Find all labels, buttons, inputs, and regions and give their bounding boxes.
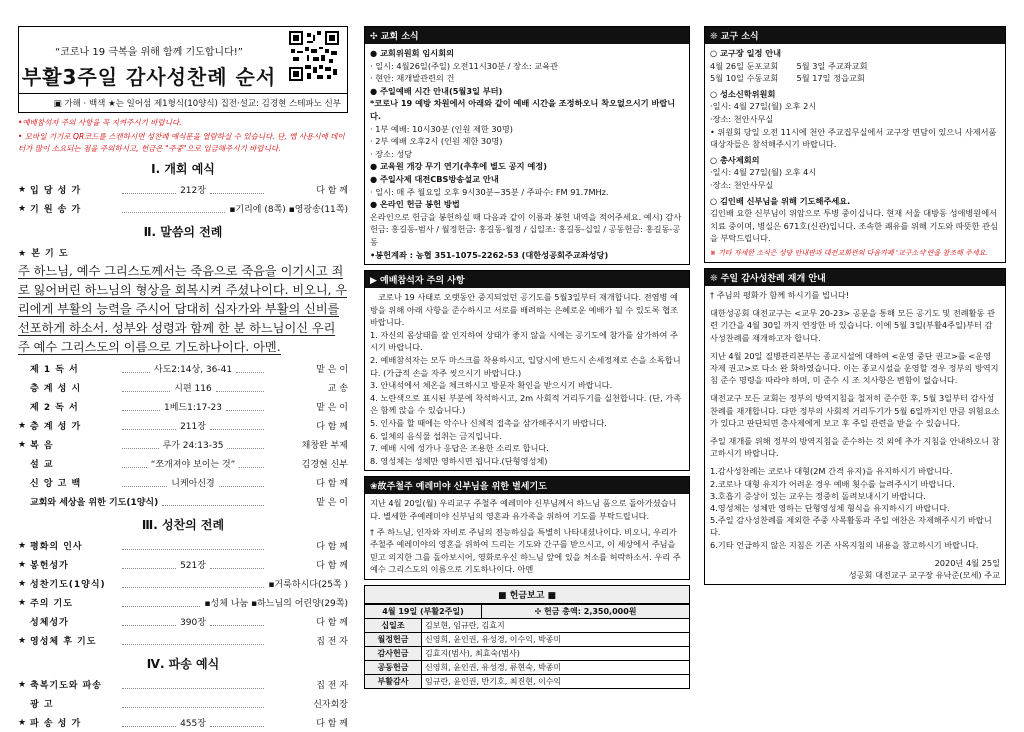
opening-value: ▪기리에 (8쪽) ▪영광송(11쪽) <box>229 205 348 215</box>
eucharist-row <box>18 631 348 650</box>
caution-item: 8. 영성체는 성체만 영하시면 됩니다.(단형영성체) <box>370 455 548 466</box>
section-eucharist: Ⅲ. 성찬의 전례 <box>141 518 225 532</box>
eucharist-mark: ★ <box>18 540 27 551</box>
section-sending: Ⅳ. 파송 예식 <box>146 657 220 671</box>
word-label: 복 음 <box>30 441 54 451</box>
memorial-body <box>365 494 689 579</box>
pilgrim-line-2: ·장소: 천안사무실 <box>710 113 774 124</box>
opening-mark: ★ <box>18 184 27 195</box>
eucharist-dots <box>122 617 176 626</box>
qr-code-icon[interactable] <box>289 31 339 81</box>
resume-item: 6.기타 언급하지 않은 지침은 기존 사목지침의 내용을 참고하시기 바랍니다. <box>710 539 979 550</box>
visit-title: ○ 교구장 일정 안내 <box>710 48 782 58</box>
attendee-note: •예배참석자 주의 사항을 꼭 지켜주시기 바랍니다. <box>18 118 182 127</box>
church-news-line: · 1부 예배: 10시30분 (인원 제한 30명) <box>370 123 513 134</box>
caution-item: 3. 안내석에서 체온을 체크하시고 방문자 확인을 받으시기 바랍니다. <box>370 380 613 391</box>
church-news-line: · 일시: 매 주 월요일 오후 9시30분~35분 / 주파수: FM 91.7MHz. <box>370 186 609 197</box>
word-row <box>18 454 348 473</box>
sending-dots <box>122 699 264 708</box>
eucharist-label: 영성체 후 기도 <box>30 637 97 647</box>
eucharist-row <box>18 612 348 631</box>
resume-item: 1.감사성찬례는 코로나 대형(2M 간격 유지)을 유지하시기 바랍니다. <box>710 466 953 477</box>
report-names: 김효지(범사), 최효숙(범사) <box>422 646 690 660</box>
pilgrim-line-3: • 위원회 당일 오전 11시에 천안 주교집무실에서 교구장 면담이 있으니 사제서품대상자들은 참석해주시기 바랍니다. <box>710 126 997 150</box>
eucharist-value: ▪거룩하시다(25쪽 ) <box>268 580 348 590</box>
caution-intro: 코로나 19 사태로 오랫동안 중지되었던 공기도를 5월3일부터 재개합니다. 전염병 예방을 위해 아래 사항을 준수하시고 서로를 배려하는 은혜로운 예배가 될 수 있도록 협조바랍니다. <box>370 292 679 328</box>
word-dots <box>162 497 264 506</box>
sending-role: 신자회장 <box>313 700 348 710</box>
word-role: 다 함 께 <box>316 422 348 432</box>
page-title: 부활3주일 감사성찬례 순서 <box>21 65 277 89</box>
caution-body <box>365 288 689 470</box>
word-role: 맡 은 이 <box>316 403 348 413</box>
report-names: 신영희, 윤인권, 유성경, 류현숙, 박종미 <box>422 660 690 674</box>
report-total-value: 2,350,000원 <box>583 606 637 616</box>
eucharist-mark: ★ <box>18 597 27 608</box>
eucharist-row <box>18 574 348 593</box>
section-word: Ⅱ. 말씀의 전례 <box>143 225 223 239</box>
caution-item: 6. 일체의 음식물 섭취는 금지입니다. <box>370 430 502 441</box>
sending-list <box>18 675 348 732</box>
eucharist-label: 주의 기도 <box>30 599 73 609</box>
header-box <box>18 26 348 94</box>
eucharist-row <box>18 555 348 574</box>
diocese-column <box>704 26 1006 585</box>
diocese-footnote: ※ 기타 자세한 소식은 성당 안내판과 대전교회관의 다음카페 '교구소식'란을 참조해 주세요. <box>710 248 988 257</box>
word-value: 시편 116 <box>174 384 212 394</box>
resume-p1: 대한성공회 대전교구는 <교무 20-23> 공문을 통해 모든 공기도 및 전례활동 관련 기간을 4월 30일 까지 연장한 바 있습니다. 이에 5월 3일(부활4주일)부터 감사성찬례를 재개하고자 합니다. <box>710 308 995 343</box>
word-value: 사도2:14상, 36-41 <box>153 365 233 375</box>
word-role: 채창완 부제 <box>301 441 349 451</box>
word-value: “쪼개져야 보이는 것” <box>150 460 236 470</box>
church-news-line: · 2부 예배 오후2시 (인원 제한 30명) <box>370 136 503 147</box>
word-label: 설 교 <box>30 460 54 470</box>
eucharist-list <box>18 536 348 650</box>
report-date: 4월 19일 (부활2주일) <box>365 604 482 618</box>
report-rows <box>365 618 690 688</box>
report-row <box>365 618 690 632</box>
collect-prayer <box>18 262 348 357</box>
collect-text: 주 하느님, 예수 그리스도께서는 죽음으로 죽음을 이기시고 죄로 잃어버린 하느님의 형상을 회복시켜 주셨나이다. 비오니, 우리에게 부활의 능력을 주시어 담대히 십자가와 부활의 신비를 선포하게 하소서. 성부와 성령과 함께 한 분 하느님이신 우리 주 예수 그리스도의 이름으로 기도하나이다. 아멘. <box>18 264 348 354</box>
pray-text: 김인배 요한 신부님이 위암으로 투병 중이십니다. 현재 서울 대방동 성애병원에서 치료 중이며, 병실은 671호(신관)입니다. 조속한 쾌유를 위해 기도와 따뜻한 관심을 부탁드립니다. <box>710 208 998 244</box>
pilgrim-title: ○ 성소신학위원회 <box>710 88 776 99</box>
board-line-1: ·일시: 4월 27일(월) 오후 4시 <box>710 167 817 178</box>
word-list <box>18 359 348 511</box>
eucharist-label: 봉헌성가 <box>30 561 69 571</box>
sending-row <box>18 694 348 713</box>
word-row <box>18 397 348 416</box>
resume-item: 2.코로나 대형 유지가 어려운 경우 예배 횟수를 늘려주시기 바랍니다. <box>710 478 955 489</box>
resume-box <box>704 268 1006 585</box>
sending-label: 파 송 성 가 <box>30 719 82 729</box>
resume-list <box>710 465 1000 550</box>
word-mark: ★ <box>18 439 27 450</box>
eucharist-role: 집 전 자 <box>316 637 348 647</box>
opening-label: 입 당 성 가 <box>30 186 82 196</box>
offering-report <box>364 585 690 689</box>
word-role: 맡 은 이 <box>316 365 349 375</box>
resume-item: 3.호흡기 증상이 있는 교우는 정중히 돌려보내시기 바랍니다. <box>710 490 926 501</box>
sending-dots <box>122 680 264 689</box>
pilgrim-line-1: ·일시: 4월 27일(월) 오후 2시 <box>710 101 817 112</box>
news-column <box>364 26 690 689</box>
report-row <box>365 646 690 660</box>
eucharist-dots <box>210 617 264 626</box>
eucharist-mark: ★ <box>18 559 27 570</box>
opening-dots <box>122 204 225 213</box>
eucharist-mark: ★ <box>18 578 27 589</box>
report-key: 감사헌금 <box>365 646 422 660</box>
eucharist-row <box>18 536 348 555</box>
church-news-title: ✣ 교회 소식 <box>365 27 689 44</box>
word-row <box>18 416 348 435</box>
report-key: 십일조 <box>365 618 422 632</box>
church-news-line: ● 온라인 헌금 봉헌 방법 <box>370 199 460 210</box>
memorial-box <box>364 476 690 580</box>
memorial-text: 지난 4월 20일(월) 우리교구 주철주 예레미야 신부님께서 하느님 품으로 돌아가셨습니다. 별세한 주예레미야 신부님의 영혼과 유가족을 위하여 기도를 부탁드립니다. <box>370 498 677 521</box>
word-label: 제 2 독 서 <box>30 403 79 413</box>
report-row <box>365 632 690 646</box>
collect-label-row <box>18 243 348 262</box>
report-row <box>365 660 690 674</box>
resume-item: 5.주일 감사성찬례를 제외한 주중 사목활동과 주일 애찬은 자제해주시기 바랍니다. <box>710 515 992 538</box>
order-of-service-column <box>18 26 348 732</box>
eucharist-role: 다 함 께 <box>316 542 348 552</box>
caution-box <box>364 270 690 471</box>
opening-value: 212장 <box>180 186 206 196</box>
report-names: 임규란, 윤인권, 반기호, 최진현, 이수익 <box>422 674 690 688</box>
word-dots <box>122 383 170 392</box>
eucharist-dots <box>122 636 264 645</box>
eucharist-label: 평화의 인사 <box>30 542 83 552</box>
sending-mark: ★ <box>18 679 27 690</box>
eucharist-role: 다 함 께 <box>316 561 348 571</box>
sending-value: 455장 <box>180 719 206 729</box>
service-info-bar: ▣ 가해 · 백색 ★는 일어섬 제1형식(10양식) 집전·설교: 김경현 스테파노 신부 <box>18 94 348 113</box>
word-dots <box>210 421 264 430</box>
eucharist-value: 521장 <box>180 561 206 571</box>
opening-list <box>18 180 348 218</box>
word-row <box>18 492 348 511</box>
caution-item: 4. 노란색으로 표시된 부분에 착석하시고, 2m 사회적 거리두기를 실천합니다. (단, 가족은 함께 앉을 수 있습니다.) <box>370 392 682 416</box>
word-row <box>18 473 348 492</box>
resume-signer: 성공회 대전교구 교구장 유낙준(모세) 주교 <box>848 569 1000 580</box>
church-news-line: •봉헌계좌 : 농협 351-1075-2262-53 (대한성공회주교좌성당) <box>370 249 609 260</box>
pray-title: ○ 김인배 신부님을 위해 기도해주세요. <box>710 195 851 206</box>
word-value: 니케아신경 <box>171 479 215 489</box>
word-dots <box>122 478 167 487</box>
report-key: 공동헌금 <box>365 660 422 674</box>
eucharist-label: 성찬기도(1양식) <box>30 580 106 590</box>
word-dots <box>219 478 264 487</box>
resume-body <box>705 286 1005 584</box>
caution-title: ▶ 예배참석자 주의 사항 <box>365 271 689 288</box>
word-mark: ★ <box>18 420 27 431</box>
diocese-body <box>705 44 1005 262</box>
eucharist-value: ▪성체 나눔 ▪하느님의 어린양(29쪽) <box>204 599 348 609</box>
opening-label: 기 원 송 가 <box>30 205 82 215</box>
word-label: 층 계 성 가 <box>30 422 82 432</box>
word-role: 맡 은 이 <box>316 498 348 508</box>
word-value: 루가 24:13-35 <box>162 441 224 451</box>
report-names: 신영희, 윤인권, 유성경, 이수익, 박종미 <box>422 632 690 646</box>
report-key: 월정헌금 <box>365 632 422 646</box>
church-news-box <box>364 26 690 265</box>
collect-label: ★ 본 기 도 <box>18 249 69 259</box>
resume-p2: 지난 4월 20일 질병관리본부는 종교시설에 대하여 <운영 중단 권고>를 <운영 자제 권고>로 다소 완 화하였습니다. 이는 종교시설을 운영할 경우 정부의 방역지침 준수 명령을 따라야 하며, 미 준수 시 조 치사항은 변함이 없습니다. <box>710 350 999 386</box>
opening-mark: ★ <box>18 203 27 214</box>
opening-row <box>18 180 348 199</box>
sending-row <box>18 675 348 694</box>
word-dots <box>122 402 160 411</box>
resume-title: ❊ 주일 감사성찬례 재개 안내 <box>705 269 1005 286</box>
caution-item: 1. 자신의 몸상태를 잘 인지하여 상태가 좋지 않을 시에는 공기도에 참가를 삼가하여 주시기 바랍니다. <box>370 329 678 353</box>
eucharist-dots <box>122 541 264 550</box>
word-row <box>18 378 348 397</box>
caution-item: 7. 예배 시에 성가나 응답은 조용한 소리로 합니다. <box>370 443 549 454</box>
word-label: 층 계 성 시 <box>30 384 82 394</box>
opening-row <box>18 199 348 218</box>
church-news-line: *코로나 19 예방 차원에서 아래와 같이 예배 시간을 조정하오니 착오없으시기 바랍니다. <box>370 98 676 121</box>
resume-p4: 주일 재개를 위해 정부의 방역지침을 준수하는 것 외에 추가 지침을 안내하오니 참고하시기 바랍니다. <box>710 435 1000 459</box>
sending-label: 축복기도와 파송 <box>30 681 102 691</box>
word-dots <box>122 459 147 468</box>
word-dots <box>236 364 264 373</box>
memorial-title: ❀故주철주 예레미야 신부님을 위한 별세기도 <box>365 477 689 494</box>
word-value: 211장 <box>180 422 206 432</box>
resume-date: 2020년 4월 25일 <box>934 557 1000 568</box>
church-news-line: · 일시: 4월26일(주일) 오전11시30분 / 장소: 교육관 <box>370 60 558 71</box>
report-names: 김보현, 임규란, 김효지 <box>422 618 690 632</box>
word-role: 다 함 께 <box>316 479 349 489</box>
eucharist-dots <box>122 598 200 607</box>
church-news-line: ● 교육원 개강 무기 연기(추후에 별도 공지 예정) <box>370 161 547 172</box>
report-total <box>482 604 690 618</box>
sending-row <box>18 713 348 732</box>
report-title: ■ 헌금보고 ■ <box>364 585 690 604</box>
eucharist-value: 390장 <box>180 618 206 628</box>
visit-line-2: 5월 10일 수동교회 5월 17일 정읍교회 <box>710 73 865 84</box>
board-title: ○ 총사제회의 <box>710 154 760 165</box>
word-dots <box>122 421 176 430</box>
report-row <box>365 674 690 688</box>
visit-line-1: 4월 26일 둔포교회 5월 3일 주교좌교회 <box>710 60 868 71</box>
qr-note: • 모바일 기기로 QR코드를 스캔하시면 성찬례 예식문을 열람하실 수 있습니다. 단, 앱 사용시에 데이터가 많이 소요되는 점을 주의하시고, 헌금은 "주중"으로 입금해주시기 바랍니다. <box>18 132 345 153</box>
church-news-line: ● 주일예배 시간 안내(5월3일 부터) <box>370 85 503 96</box>
eucharist-role: 다 함 께 <box>316 618 348 628</box>
church-news-line: ● 교회위원회 임시회의 <box>370 48 455 58</box>
sending-role: 다 함 께 <box>316 719 348 729</box>
word-value: 1베드1:17-23 <box>163 403 223 413</box>
church-news-line: · 현안: 재개발관련의 건 <box>370 73 455 84</box>
caution-items <box>370 329 684 468</box>
eucharist-mark: ★ <box>18 635 27 646</box>
resume-greeting: † 주님의 평화가 함께 하시기를 빕니다! <box>710 289 850 300</box>
eucharist-label: 성체성가 <box>30 618 69 628</box>
eucharist-dots <box>122 579 264 588</box>
word-row <box>18 359 348 378</box>
sending-role: 집 전 자 <box>316 681 348 691</box>
church-news-body <box>365 44 689 264</box>
word-dots <box>122 440 159 449</box>
report-total-label: ✣ 헌금 총액: <box>534 606 581 616</box>
slogan: “코로나 19 극복을 위해 함께 기도합니다!” <box>55 47 243 58</box>
board-line-2: ·장소: 천안사무실 <box>710 179 774 190</box>
eucharist-dots <box>210 560 264 569</box>
eucharist-dots <box>122 560 176 569</box>
church-news-line: ● 주일사제 대전CBS방송설교 안내 <box>370 173 499 184</box>
caution-item: 5. 인사를 할 때에는 악수나 신체적 접촉을 삼가해주시기 바랍니다. <box>370 418 607 429</box>
resume-item: 4.영성체는 성체만 영하는 단형영성체 형식을 유지하시기 바랍니다. <box>710 502 950 513</box>
diocese-news-box <box>704 26 1006 263</box>
opening-dots <box>210 185 264 194</box>
section-opening: Ⅰ. 개회 예식 <box>151 162 215 176</box>
eucharist-row <box>18 593 348 612</box>
word-row <box>18 435 348 454</box>
word-dots <box>227 440 264 449</box>
opening-dots <box>122 185 176 194</box>
church-news-line: 온라인으로 헌금을 봉헌하실 때 다음과 같이 이름과 봉헌 내역을 적어주세요. 예시) 감사헌금: 홍길동-범사 / 월정헌금: 홍길동-월정 / 십일조: 홍길동-십일 / 공동헌금: 홍길동-공동 <box>370 211 682 247</box>
word-dots <box>226 402 264 411</box>
diocese-title: ❊ 교구 소식 <box>705 27 1005 44</box>
word-role: 김경현 신부 <box>301 460 349 470</box>
sending-mark: ★ <box>18 717 27 728</box>
word-label: 신 앙 고 백 <box>30 479 82 489</box>
word-label: 교회와 세상을 위한 기도(1양식) <box>30 498 159 508</box>
resume-p3: 대전교구 모든 교회는 정부의 방역지침을 철저히 준수한 후, 5월 3일부터 감사성찬례를 재개합니다. 다만 정부의 사회적 거리두기가 5월 6일까지인 만큼 위험요소가 있다고 판단되면 총사제에게 보고 후 주일 관련을 받을 수 있습니다. <box>710 393 1000 428</box>
word-role: 교 송 <box>327 384 348 394</box>
word-dots <box>122 364 150 373</box>
sending-dots <box>210 718 264 727</box>
memorial-prayer: † 주 하느님, 인자와 자비로 주님의 전능하심을 특별히 나타내셨나이다. 비오니, 우리가 주철주 예레미야의 영혼을 위하여 드리는 기도와 간구를 받으시고, 이 세상에서 주님을 믿고 의지한 그를 돌아보시어, 영화로우신 하느님 앞에 있을 처소를 허락하소서. 우리 주 예수 그리스도의 이름으로 기도하나이다. 아멘 <box>370 526 681 575</box>
sending-dots <box>122 718 176 727</box>
word-dots <box>216 383 264 392</box>
church-news-line: · 장소: 성당 <box>370 148 413 159</box>
report-key: 부활감사 <box>365 674 422 688</box>
word-label: 제 1 독 서 <box>30 365 79 375</box>
report-table <box>364 604 690 689</box>
opening-role: 다 함 께 <box>316 186 348 196</box>
word-dots <box>239 459 264 468</box>
caution-item: 2. 예배참석자는 모두 마스크를 착용하시고, 입당시에 반드시 손세정제로 손을 소독합니다. (가급적 손을 자주 씻으시기 바랍니다.) <box>370 355 681 378</box>
sending-label: 광 고 <box>30 700 54 710</box>
